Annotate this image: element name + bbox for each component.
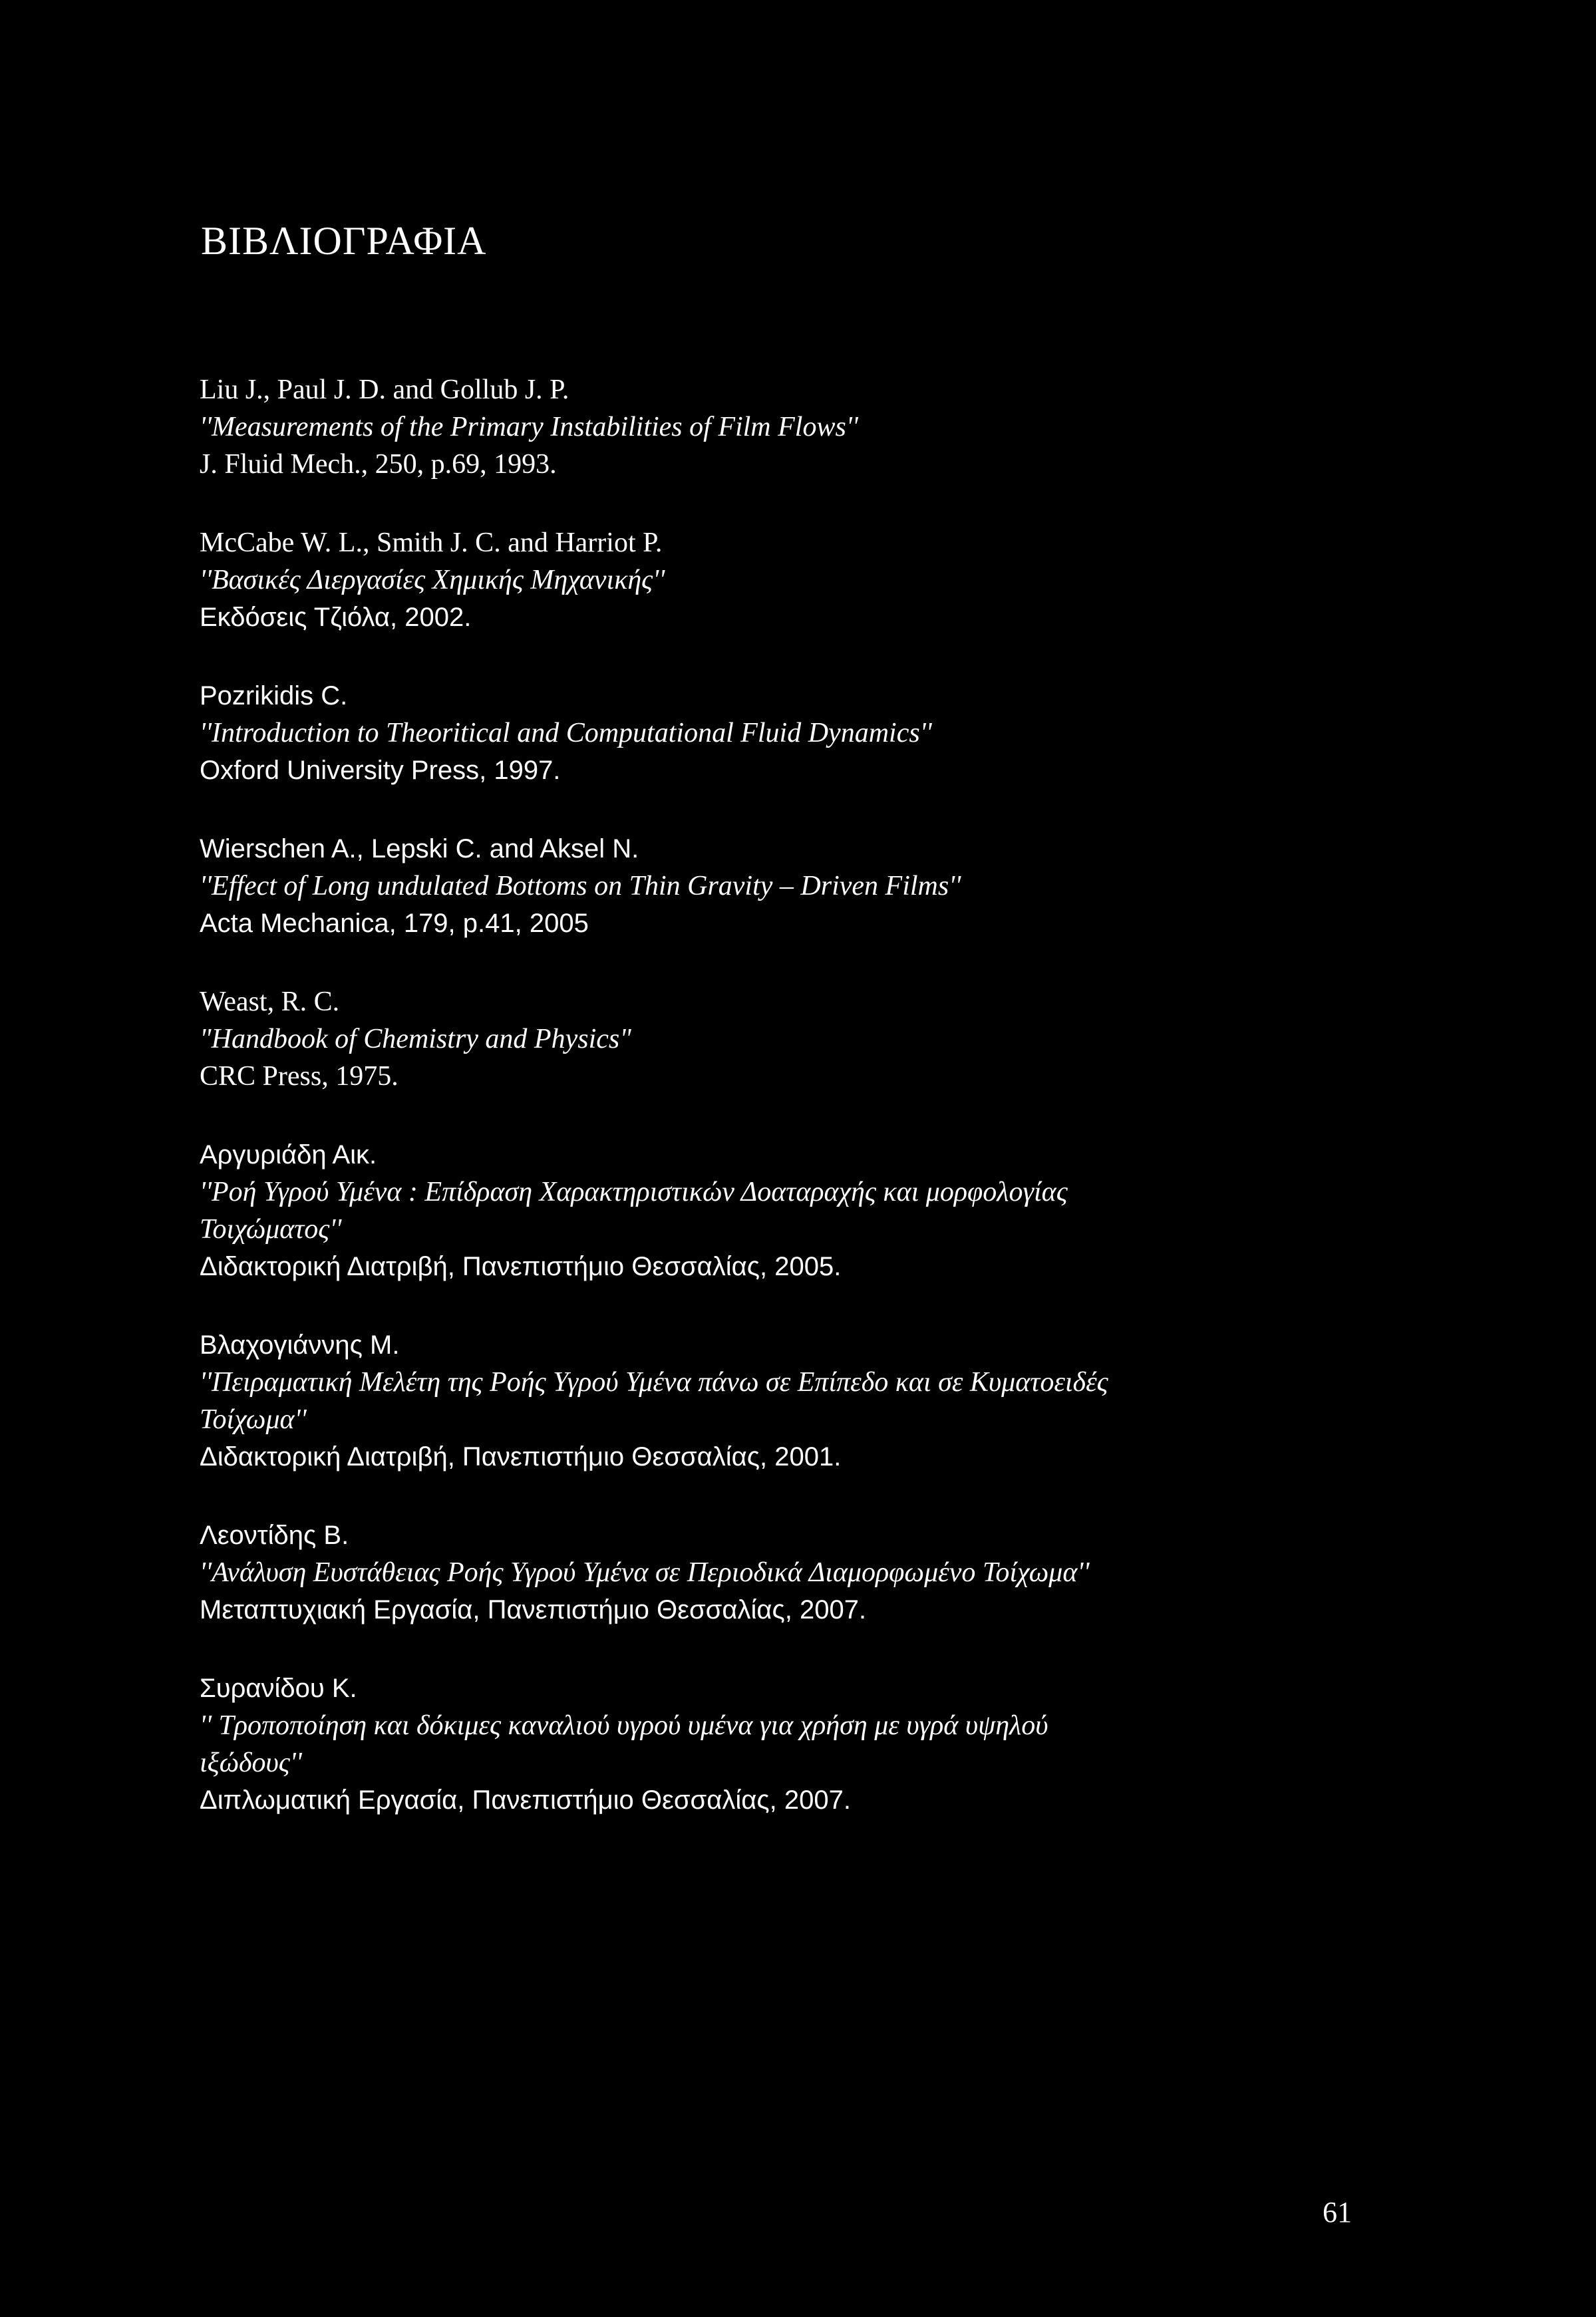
reference-item: [200, 1326, 1464, 1475]
reference-authors: Liu J., Paul J. D. and Gollub J. P.: [200, 375, 569, 405]
reference-authors: McCabe W. L., Smith J. C. and Harriot P.: [200, 528, 663, 558]
reference-item: [200, 1670, 1464, 1819]
reference-title: ''Ανάλυση Ευστάθειας Ροής Υγρού Υμένα σε Περιοδικά Διαμορφωμένο Τοίχωμα'': [200, 1557, 1090, 1588]
reference-source: J. Fluid Mech., 250, p.69, 1993.: [200, 449, 557, 480]
reference-list: [200, 371, 1464, 1860]
reference-title: ''Βασικές Διεργασίες Χημικής Μηχανικής'': [200, 565, 665, 595]
reference-item: [200, 1136, 1464, 1285]
reference-item: [200, 1517, 1464, 1628]
reference-source: Διδακτορική Διατριβή, Πανεπιστήμιο Θεσσαλίας, 2005.: [200, 1252, 842, 1281]
reference-title: ''Measurements of the Primary Instabilities of Film Flows'': [200, 412, 858, 442]
reference-source: Διπλωματική Εργασία, Πανεπιστήμιο Θεσσαλίας, 2007.: [200, 1785, 851, 1815]
reference-item: [200, 524, 1464, 636]
reference-title: ''Πειραματική Μελέτη της Ροής Υγρού Υμένα πάνω σε Επίπεδο και σε Κυματοειδές: [200, 1367, 1108, 1398]
reference-title: ''Ροή Υγρού Υμένα : Επίδραση Χαρακτηριστικών Δοαταραχής και μορφολογίας: [200, 1177, 1068, 1207]
reference-item: [200, 677, 1464, 789]
reference-item: [200, 983, 1464, 1095]
reference-authors: Συρανίδου Κ.: [200, 1674, 357, 1703]
reference-source: Διδακτορική Διατριβή, Πανεπιστήμιο Θεσσαλίας, 2001.: [200, 1442, 842, 1471]
reference-authors: Βλαχογιάννης Μ.: [200, 1330, 400, 1360]
reference-source: CRC Press, 1975.: [200, 1061, 399, 1092]
reference-title: '' Τροποποίηση και δόκιμες καναλιού υγρού υμένα για χρήση με υγρά υψηλού: [200, 1710, 1048, 1741]
reference-authors: Αργυριάδη Αικ.: [200, 1140, 377, 1169]
page-title: ΒΙΒΛΙΟΓΡΑΦΙΑ: [201, 219, 487, 263]
reference-title: "Handbook of Chemistry and Physics": [200, 1024, 631, 1054]
reference-title-continued: Τοίχωμα'': [200, 1404, 307, 1435]
reference-title-continued: Τοιχώματος'': [200, 1214, 342, 1245]
page-number: 61: [1323, 2196, 1352, 2229]
reference-source: Oxford University Press, 1997.: [200, 756, 561, 785]
reference-authors: Wierschen A., Lepski C. and Aksel N.: [200, 834, 639, 863]
reference-title-continued: ιξώδους'': [200, 1748, 302, 1778]
reference-authors: Weast, R. C.: [200, 987, 340, 1017]
reference-source: Acta Mechanica, 179, p.41, 2005: [200, 909, 589, 938]
reference-title: ''Effect of Long undulated Bottoms on Thin Gravity – Driven Films'': [200, 871, 961, 901]
reference-source: Εκδόσεις Τζιόλα, 2002.: [200, 603, 472, 632]
reference-source: Μεταπτυχιακή Εργασία, Πανεπιστήμιο Θεσσαλίας, 2007.: [200, 1595, 867, 1624]
reference-item: [200, 830, 1464, 942]
reference-item: [200, 371, 1464, 483]
reference-authors: Pozrikidis C.: [200, 681, 348, 710]
reference-title: ''Introduction to Theoritical and Computational Fluid Dynamics'': [200, 718, 932, 748]
reference-authors: Λεοντίδης Β.: [200, 1521, 349, 1550]
